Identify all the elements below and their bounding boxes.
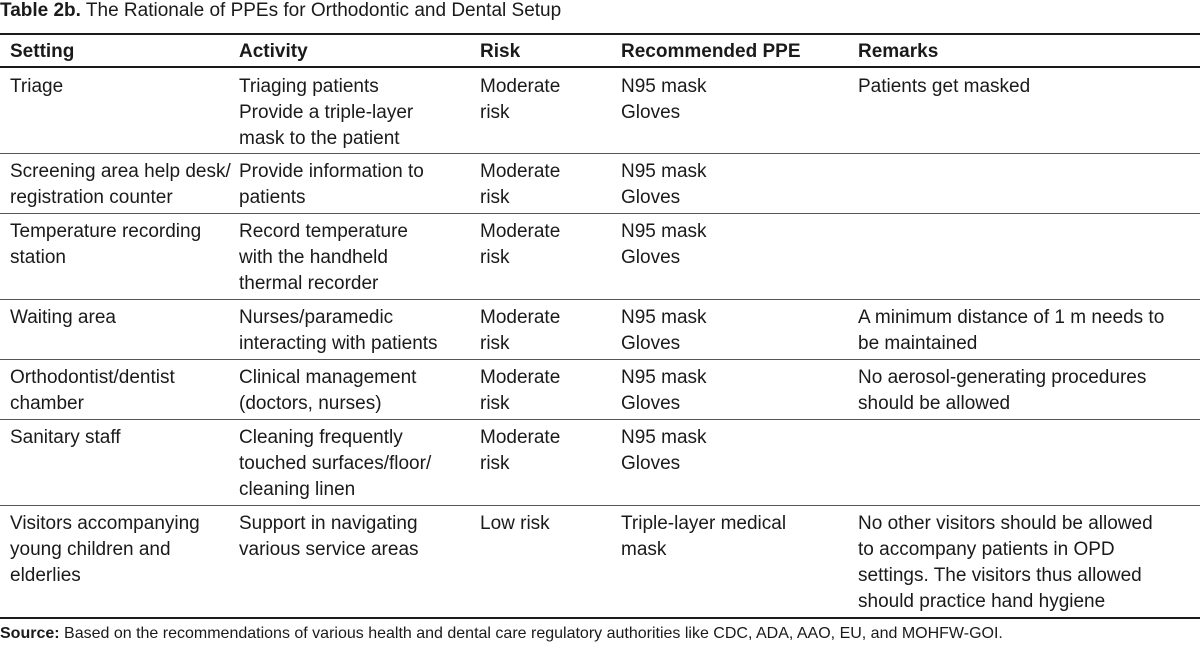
- cell-activity: Cleaning frequently touched surfaces/floor/ cleaning linen: [239, 427, 432, 500]
- cell-ppe: N95 mask Gloves: [621, 221, 707, 268]
- cell-ppe: N95 mask Gloves: [621, 76, 707, 123]
- table-source-note: [0, 624, 1200, 644]
- cell-ppe: N95 mask Gloves: [621, 307, 707, 354]
- cell-setting: Screening area help desk/ registration counter: [10, 161, 231, 208]
- cell-activity: Record temperature with the handheld thermal recorder: [239, 221, 408, 294]
- bottom-rule: [0, 617, 1200, 619]
- cell-risk: Moderate risk: [480, 427, 561, 474]
- cell-remarks: A minimum distance of 1 m needs to be maintained: [858, 307, 1165, 354]
- cell-risk: Moderate risk: [480, 307, 561, 354]
- cell-risk: Moderate risk: [480, 367, 561, 414]
- cell-activity: Support in navigating various service areas: [239, 513, 419, 560]
- cell-remarks: Patients get masked: [858, 76, 1031, 97]
- cell-remarks: No other visitors should be allowed to accompany patients in OPD settings. The visitors thus allowed should practice hand hygiene: [858, 513, 1153, 612]
- cell-activity: Triaging patients Provide a triple-layer mask to the patient: [239, 76, 414, 149]
- header-risk: Risk: [480, 41, 521, 62]
- table-caption: [0, 0, 1200, 22]
- cell-risk: Low risk: [480, 513, 550, 534]
- row-divider: [0, 359, 1200, 360]
- top-rule: [0, 33, 1200, 35]
- header-activity: Activity: [239, 41, 308, 62]
- header-rule: [0, 66, 1200, 68]
- source-label: Source:: [0, 625, 60, 642]
- cell-ppe: N95 mask Gloves: [621, 161, 707, 208]
- cell-setting: Visitors accompanying young children and elderlies: [10, 513, 200, 586]
- cell-setting: Sanitary staff: [10, 427, 121, 448]
- cell-setting: Triage: [10, 76, 64, 97]
- cell-ppe: N95 mask Gloves: [621, 367, 707, 414]
- row-divider: [0, 213, 1200, 214]
- cell-ppe: Triple-layer medical mask: [621, 513, 787, 560]
- caption-title: The Rationale of PPEs for Orthodontic and Dental Setup: [85, 0, 562, 21]
- cell-activity: Clinical management (doctors, nurses): [239, 367, 417, 414]
- header-setting: Setting: [10, 41, 75, 62]
- cell-setting: Orthodontist/dentist chamber: [10, 367, 175, 414]
- cell-ppe: N95 mask Gloves: [621, 427, 707, 474]
- cell-activity: Nurses/paramedic interacting with patients: [239, 307, 438, 354]
- row-divider: [0, 419, 1200, 420]
- cell-remarks: No aerosol-generating procedures should be allowed: [858, 367, 1147, 414]
- header-remarks: Remarks: [858, 41, 939, 62]
- caption-label: Table 2b.: [0, 0, 81, 21]
- cell-risk: Moderate risk: [480, 76, 561, 123]
- cell-risk: Moderate risk: [480, 161, 561, 208]
- cell-setting: Temperature recording station: [10, 221, 202, 268]
- row-divider: [0, 505, 1200, 506]
- row-divider: [0, 299, 1200, 300]
- cell-setting: Waiting area: [10, 307, 116, 328]
- cell-activity: Provide information to patients: [239, 161, 424, 208]
- source-text: Based on the recommendations of various health and dental care regulatory authorities like CDC, ADA, AAO, EU, and MOHFW-GOI.: [64, 625, 1003, 642]
- header-recommended-ppe: Recommended PPE: [621, 41, 801, 62]
- cell-risk: Moderate risk: [480, 221, 561, 268]
- row-divider: [0, 153, 1200, 154]
